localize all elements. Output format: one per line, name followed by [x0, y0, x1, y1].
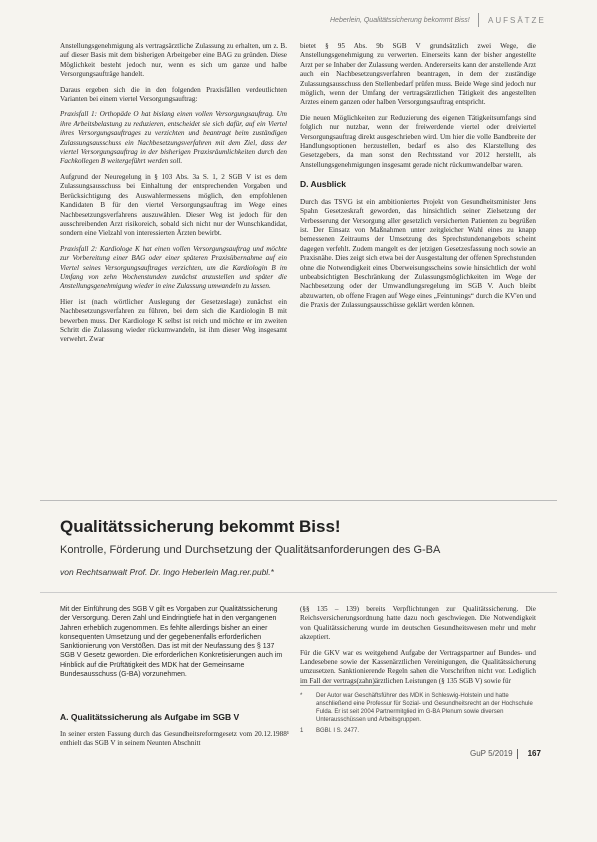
article-author: von Rechtsanwalt Prof. Dr. Ingo Heberlein Mag.rer.publ.*: [60, 567, 274, 577]
article-abstract: Mit der Einführung des SGB V gilt es Vorgaben zur Qualitätssicherung der Versorgung. Deren Zahl und Eindringtiefe hat in den vergangenen Jahren erheblich zugenommen. Es fehlte allerdings bisher an einer konsequenten Umsetzung und der gegebenenfalls erforderlichen Sanktionierung von Verstößen. Das ist mit der Neufassung des § 137 SGB V Gesetz geworden. Die erforderlichen Konkretisierungen auch im Hinblick auf die Prüftätigkeit des MDK hat der Gemeinsame Bundesausschuss (G-BA) vorzunehmen.: [60, 606, 283, 679]
left-column: [60, 42, 287, 351]
running-head: [330, 14, 577, 28]
paragraph: In seiner ersten Fassung durch das Gesundheitsreformgesetz vom 20.12.1988¹ enthielt das SGB V in seinem Neunten Abschnitt: [60, 730, 289, 748]
paragraph: Durch das TSVG ist ein ambitioniertes Projekt von Gesundheitsminister Jens Spahn Gesetzeskraft geworden, das hinsichtlich seiner Zielsetzung der Verbesserung der Versorgung aller gesetzlich versicherten Patienten zu begrüßen ist. Der Einsatz von Maßnahmen unter zeitgleicher Wahl eines zu knapp bemessenen Zeitraums der Umsetzung des Sprechstundenangebots scheint dagegen verfehlt. Zudem mangelt es der jetzigen Gesetzesfassung noch sowie an Praxisnähe. Dies zeigt sich etwa bei der Ausgestaltung der offenen Sprechstunden ohne die Notwendigkeit eines Überweisungsscheins sowie hinsichtlich der wohl unbeabsichtigten Beschränkung der Zulassungsmöglichkeiten im Wege der Nachbesetzung oder der Umwandlungsregelung im SGB V. Auch bleibt abzuwarten, ob offene Fragen auf Wege eines „Feintunings“ durch die KV'en und die Praxis der Zulassungsausschüsse geklärt werden können.: [300, 197, 536, 310]
footnote-text: BGBl. I S. 2477.: [316, 728, 360, 734]
divider: [40, 500, 557, 501]
paragraph: Anstellungsgenehmigung als vertragsärztliche Zulassung zu erhalten, um z. B. auf dieser Basis mit dem bisherigen Arbeitgeber eine BAG zu gründen. Diese Möglichkeit besteht jedoch nur, wenn es sich um ganze und halbe Versorgungsaufträge handelt.: [60, 42, 287, 79]
paragraph: bietet § 95 Abs. 9b SGB V grundsätzlich zwei Wege, die Anstellungsgenehmigung zu verwerten. Einerseits kann der bisher angestellte Arzt per se Inhaber der Zulassung werden. Andererseits kann der anstellende Arzt auch ein Nachbesetzungsverfahren beantragen, in dem der zuständige Zulassungsausschuss den Stellenbedarf prüfen muss. Beide Wege sind jedoch nur möglich, wenn der Umfang der vertragsärztlichen Tätigkeit des angestellten Arztes einem ganzen oder halben Versorgungsauftrag entspricht.: [300, 42, 536, 107]
article-title: Qualitätssicherung bekommt Biss!: [60, 517, 341, 536]
footer-divider: [517, 749, 518, 759]
right-column: [300, 42, 536, 317]
paragraph: (§§ 135 – 139) bereits Verpflichtungen zur Qualitätssicherung. Die Reichsversicherungsordnung hatte dazu noch geschwiegen. Die Notwendigkeit von Qualitätssicherung wurde im deutschen Gesundheitswesen mehr und mehr akzeptiert.: [300, 605, 536, 642]
paragraph: Daraus ergeben sich die in den folgenden Praxisfällen verdeutlichten Varianten bei einem viertel Versorgungsauftrag:: [60, 85, 287, 104]
case-example: Praxisfall 2: Kardiologe K hat einen vollen Versorgungsauftrag und möchte zur Vorbereitung einer BAG oder einer späteren Praxisübernahme auf ein Viertel seines Versorgungsauftrages verzichten, um die Kardiologin B im Umfang von zehn Wochenstunden zunächst anzustellen und später die Anstellungsgenehmigung wieder in eine Zulassung umwandeln zu lassen.: [60, 244, 287, 291]
article-right-column: [300, 605, 536, 692]
section-label: AUFSÄTZE: [488, 16, 546, 25]
running-head-divider: [478, 13, 479, 27]
paragraph: Aufgrund der Neuregelung in § 103 Abs. 3a S. 1, 2 SGB V ist es dem Zulassungsausschuss bei Einhaltung der entsprechenden Vorgaben und Berücksichtigung des Auswahlermessens möglich, den empfohlenen Kandidaten B für den viertel Versorgungsauftrag im Wege eines Nachbesetzungsverfahrens auszuwählen. Dieser Weg ist jedoch für den ausschreibenden Arzt risikoreich, sobald sich nicht nur der Wunschkandidat, sondern eine Vielzahl von interessierten Ärzten bewirbt.: [60, 172, 287, 238]
section-heading: A. Qualitätssicherung als Aufgabe im SGB V: [60, 712, 240, 722]
footnote-rule: [300, 685, 380, 686]
paragraph: Die neuen Möglichkeiten zur Reduzierung des eigenen Tätigkeitsumfangs sind folglich nur nutzbar, wenn der freiwerdende viertel oder dreiviertel Versorgungsauftrag direkt ausgeschrieben wird. Um hier die volle Bandbreite der Handlungsoptionen herzustellen, bedarf es also des Klarstellung des Gesetzgebers, da man sonst den Rechtsstand vor 2012 herstellt, als Anstellungsgenehmigungen insgesamt gerade nicht rückumwandelbar waren.: [300, 113, 536, 169]
footnote: [300, 727, 536, 735]
journal-issue: GuP 5/2019: [470, 749, 513, 759]
page-footer: [470, 749, 541, 759]
divider: [40, 592, 557, 593]
footnotes: [300, 692, 536, 738]
running-head-text: Heberlein, Qualitätssicherung bekommt Biss!: [330, 17, 470, 24]
article-subtitle: Kontrolle, Förderung und Durchsetzung der Qualitätsanforderungen des G-BA: [60, 544, 441, 556]
footnote: [300, 692, 536, 724]
footnote-mark: 1: [300, 728, 304, 734]
section-heading: D. Ausblick: [300, 179, 346, 190]
paragraph: Für die GKV war es weitgehend Aufgabe der Vertragspartner auf Bundes- und Landesebene sowie der Kassenärztlichen Vereinigungen, die Qualitätssicherung umzusetzen. Sanktionierende Regeln sahen die Vorschriften nicht vor. Lediglich im Fall der vertrags(zahn)ärztlichen Leistungen (§ 135 SGB V) sowie für: [300, 648, 536, 685]
footnote-mark: *: [300, 693, 303, 699]
page-number: 167: [527, 749, 541, 759]
paragraph: Hier ist (nach wörtlicher Auslegung der Gesetzeslage) zunächst ein Nachbesetzungsverfahren zu führen, bei dem sich die Kardiologin B mit bewerben muss. Der Kardiologe K selbst ist reich und möchte er im zweiten Schritt die Zulassung wieder rückumwandeln, ist ihm dieser Weg insgesamt verwehrt. Zwar: [60, 297, 287, 344]
case-example: Praxisfall 1: Orthopäde O hat bislang einen vollen Versorgungsauftrag. Um ihre Arbeitsbelastung zu reduzieren, entscheidet sie sich dafür, auf ein Viertel ihres Versorgungsauftrages zu verzichten und beantragt beim zuständigen Zulassungsausschuss ein Nachbesetzungsverfahren mit dem Ziel, dass der viertel Versorgungsauftrag in der bisherigen Praxisräumlichkeiten durch den Fachkollegen B weitergeführt werden soll.: [60, 110, 287, 166]
footnote-text: Der Autor war Geschäftsführer des MDK in Schleswig-Holstein und hatte anschließend eine Professur für Sozial- und Gesundheitsrecht an der Hochschule Fulda. Er ist seit 2004 Partnermitglied im G-BA Plenum sowie diversen Unterausschüssen und Arbeitsgruppen.: [316, 693, 533, 723]
